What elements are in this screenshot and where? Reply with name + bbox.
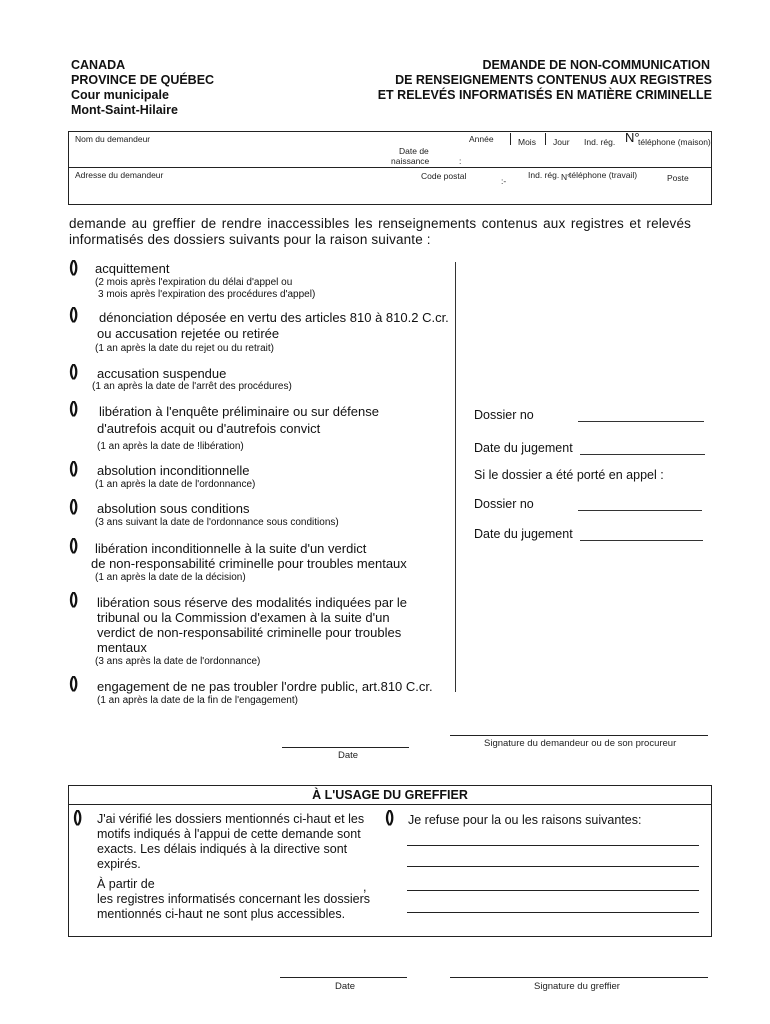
divider [510,133,511,145]
label-no-symbol: N° [625,130,640,145]
checkbox-liberation-sous-reserve[interactable]: () [69,589,77,608]
option-delay: (1 an après la date du rejet ou du retrait) [95,343,274,354]
label-poste: Poste [667,173,689,183]
comma: , [363,880,367,894]
label-a-partir-de: À partir de [97,877,155,891]
divider [545,133,546,145]
form-title-line1: DEMANDE DE NON-COMMUNICATION [482,58,710,72]
postal-dash: :- [501,176,507,186]
header-country: CANADA [71,58,126,72]
label-no-symbol-2: N° [561,172,571,182]
form-title-line3: ET RELEVÉS INFORMATISÉS EN MATIÈRE CRIMINELLE [377,88,712,102]
label-ind-reg: Ind. rég. [584,137,616,147]
greffier-title: À L'USAGE DU GREFFIER [69,786,711,805]
option-label: ou accusation rejetée ou retirée [97,326,280,341]
column-divider [455,262,456,692]
form-title-line2: DE RENSEIGNEMENTS CONTENUS AUX REGISTRES [395,73,712,87]
option-delay: (2 mois après l'expiration du délai d'appel ou [95,277,293,288]
option-delay: (3 ans après la date de l'ordonnance) [95,656,261,667]
label-greffier-date: Date [335,981,356,992]
option-delay: 3 mois après l'expiration des procédures d'appel) [98,289,316,300]
option-delay: (1 an après la date de l'ordonnance) [95,479,256,490]
reason-line[interactable] [407,912,699,913]
label-nom: Nom du demandeur [75,134,151,144]
label-date-naissance-2: naissance [391,156,430,166]
date-line[interactable] [282,747,409,748]
option-label: mentaux [97,640,147,655]
label-dossier-no: Dossier no [474,408,534,422]
reason-line[interactable] [407,845,699,846]
label-date-naissance-1: Date de [399,146,429,156]
option-label: accusation suspendue [97,366,227,381]
checkbox-refuse[interactable]: () [385,807,393,826]
greffier-refuse-text: Je refuse pour la ou les raisons suivantes: [408,813,642,827]
option-label: libération inconditionnelle à la suite d'un verdict [95,541,367,556]
reason-line[interactable] [407,890,699,891]
option-delay: (1 an après la date de l'arrêt des procédures) [92,381,292,392]
option-label: dénonciation déposée en vertu des articles 810 à 810.2 C.cr. [99,310,449,325]
checkbox-denonciation[interactable]: () [69,304,77,323]
label-ind-reg-2: Ind. rég. [528,170,560,180]
label-date: Date [338,750,359,761]
header-city: Mont-Saint-Hilaire [71,103,178,117]
label-colon: : [459,156,462,166]
greffier-verification-text: J'ai vérifié les dossiers mentionnés ci-haut et les motifs indiqués à l'appui de cette demande sont exacts. Les délais indiqués à la directive sont expirés. [97,812,365,871]
label-date-jugement-appel: Date du jugement [474,527,573,541]
checkbox-verifie[interactable]: () [73,807,81,826]
label-code-postal: Code postal [421,171,467,181]
label-jour: Jour [553,137,570,147]
label-dossier-no-appel: Dossier no [474,497,534,511]
date-jugement-appel-field[interactable] [580,530,703,541]
option-label: absolution sous conditions [97,501,250,516]
option-label: tribunal ou la Commission d'examen à la suite d'un [97,610,390,625]
greffier-date-line[interactable] [280,977,407,978]
checkbox-absolution-inconditionnelle[interactable]: () [69,458,77,477]
checkbox-liberation-enquete[interactable]: () [69,398,77,417]
option-delay: (1 an après la date de la fin de l'engagement) [97,695,298,706]
label-appel: Si le dossier a été porté en appel : [474,468,664,482]
applicant-info-box [68,131,712,205]
label-mois: Mois [518,137,536,147]
option-label: libération à l'enquête préliminaire ou sur défense [99,404,379,419]
checkbox-accusation-suspendue[interactable]: () [69,361,77,380]
checkbox-liberation-inconditionnelle[interactable]: () [69,535,77,554]
greffier-section [68,785,712,937]
greffier-inaccessible-text: les registres informatisés concernant les dossiers mentionnés ci-haut ne sont plus accessibles. [97,892,371,921]
signature-line[interactable] [450,735,708,736]
intro-paragraph: demande au greffier de rendre inaccessibles les renseignements contenus aux registres et relevés informatisés des dossiers suivants pour la raison suivante : [69,216,691,247]
label-date-jugement: Date du jugement [474,441,573,455]
option-delay: (1 an après la date de la décision) [95,572,246,583]
checkbox-engagement[interactable]: () [69,673,77,692]
label-adresse: Adresse du demandeur [75,170,164,180]
option-label: libération sous réserve des modalités indiquées par le [97,595,408,610]
box-divider [69,167,711,168]
checkbox-absolution-conditions[interactable]: () [69,496,77,515]
option-label: verdict de non-responsabilité criminelle pour troubles [97,625,402,640]
option-label: d'autrefois acquit ou d'autrefois convict [97,421,321,436]
option-label: engagement de ne pas troubler l'ordre public, art.810 C.cr. [97,679,433,694]
option-label: acquittement [95,261,170,276]
header-province: PROVINCE DE QUÉBEC [71,73,215,87]
label-signature-demandeur: Signature du demandeur ou de son procureur [484,738,677,749]
label-annee: Année [469,134,494,144]
label-signature-greffier: Signature du greffier [534,981,620,992]
option-label: absolution inconditionnelle [97,463,250,478]
greffier-signature-line[interactable] [450,977,708,978]
option-label: de non-responsabilité criminelle pour troubles mentaux [91,556,407,571]
option-delay: (1 an après la date de !libération) [97,441,244,452]
checkbox-acquittement[interactable]: () [69,257,77,276]
reason-line[interactable] [407,866,699,867]
label-tel-travail: téléphone (travail) [569,170,638,180]
dossier-no-appel-field[interactable] [578,500,702,511]
header-court: Cour municipale [71,88,169,102]
option-delay: (3 ans suivant la date de l'ordonnance sous conditions) [95,517,339,528]
date-jugement-field[interactable] [580,444,705,455]
label-tel-maison: téléphone (maison) [638,137,711,147]
dossier-no-field[interactable] [578,411,704,422]
